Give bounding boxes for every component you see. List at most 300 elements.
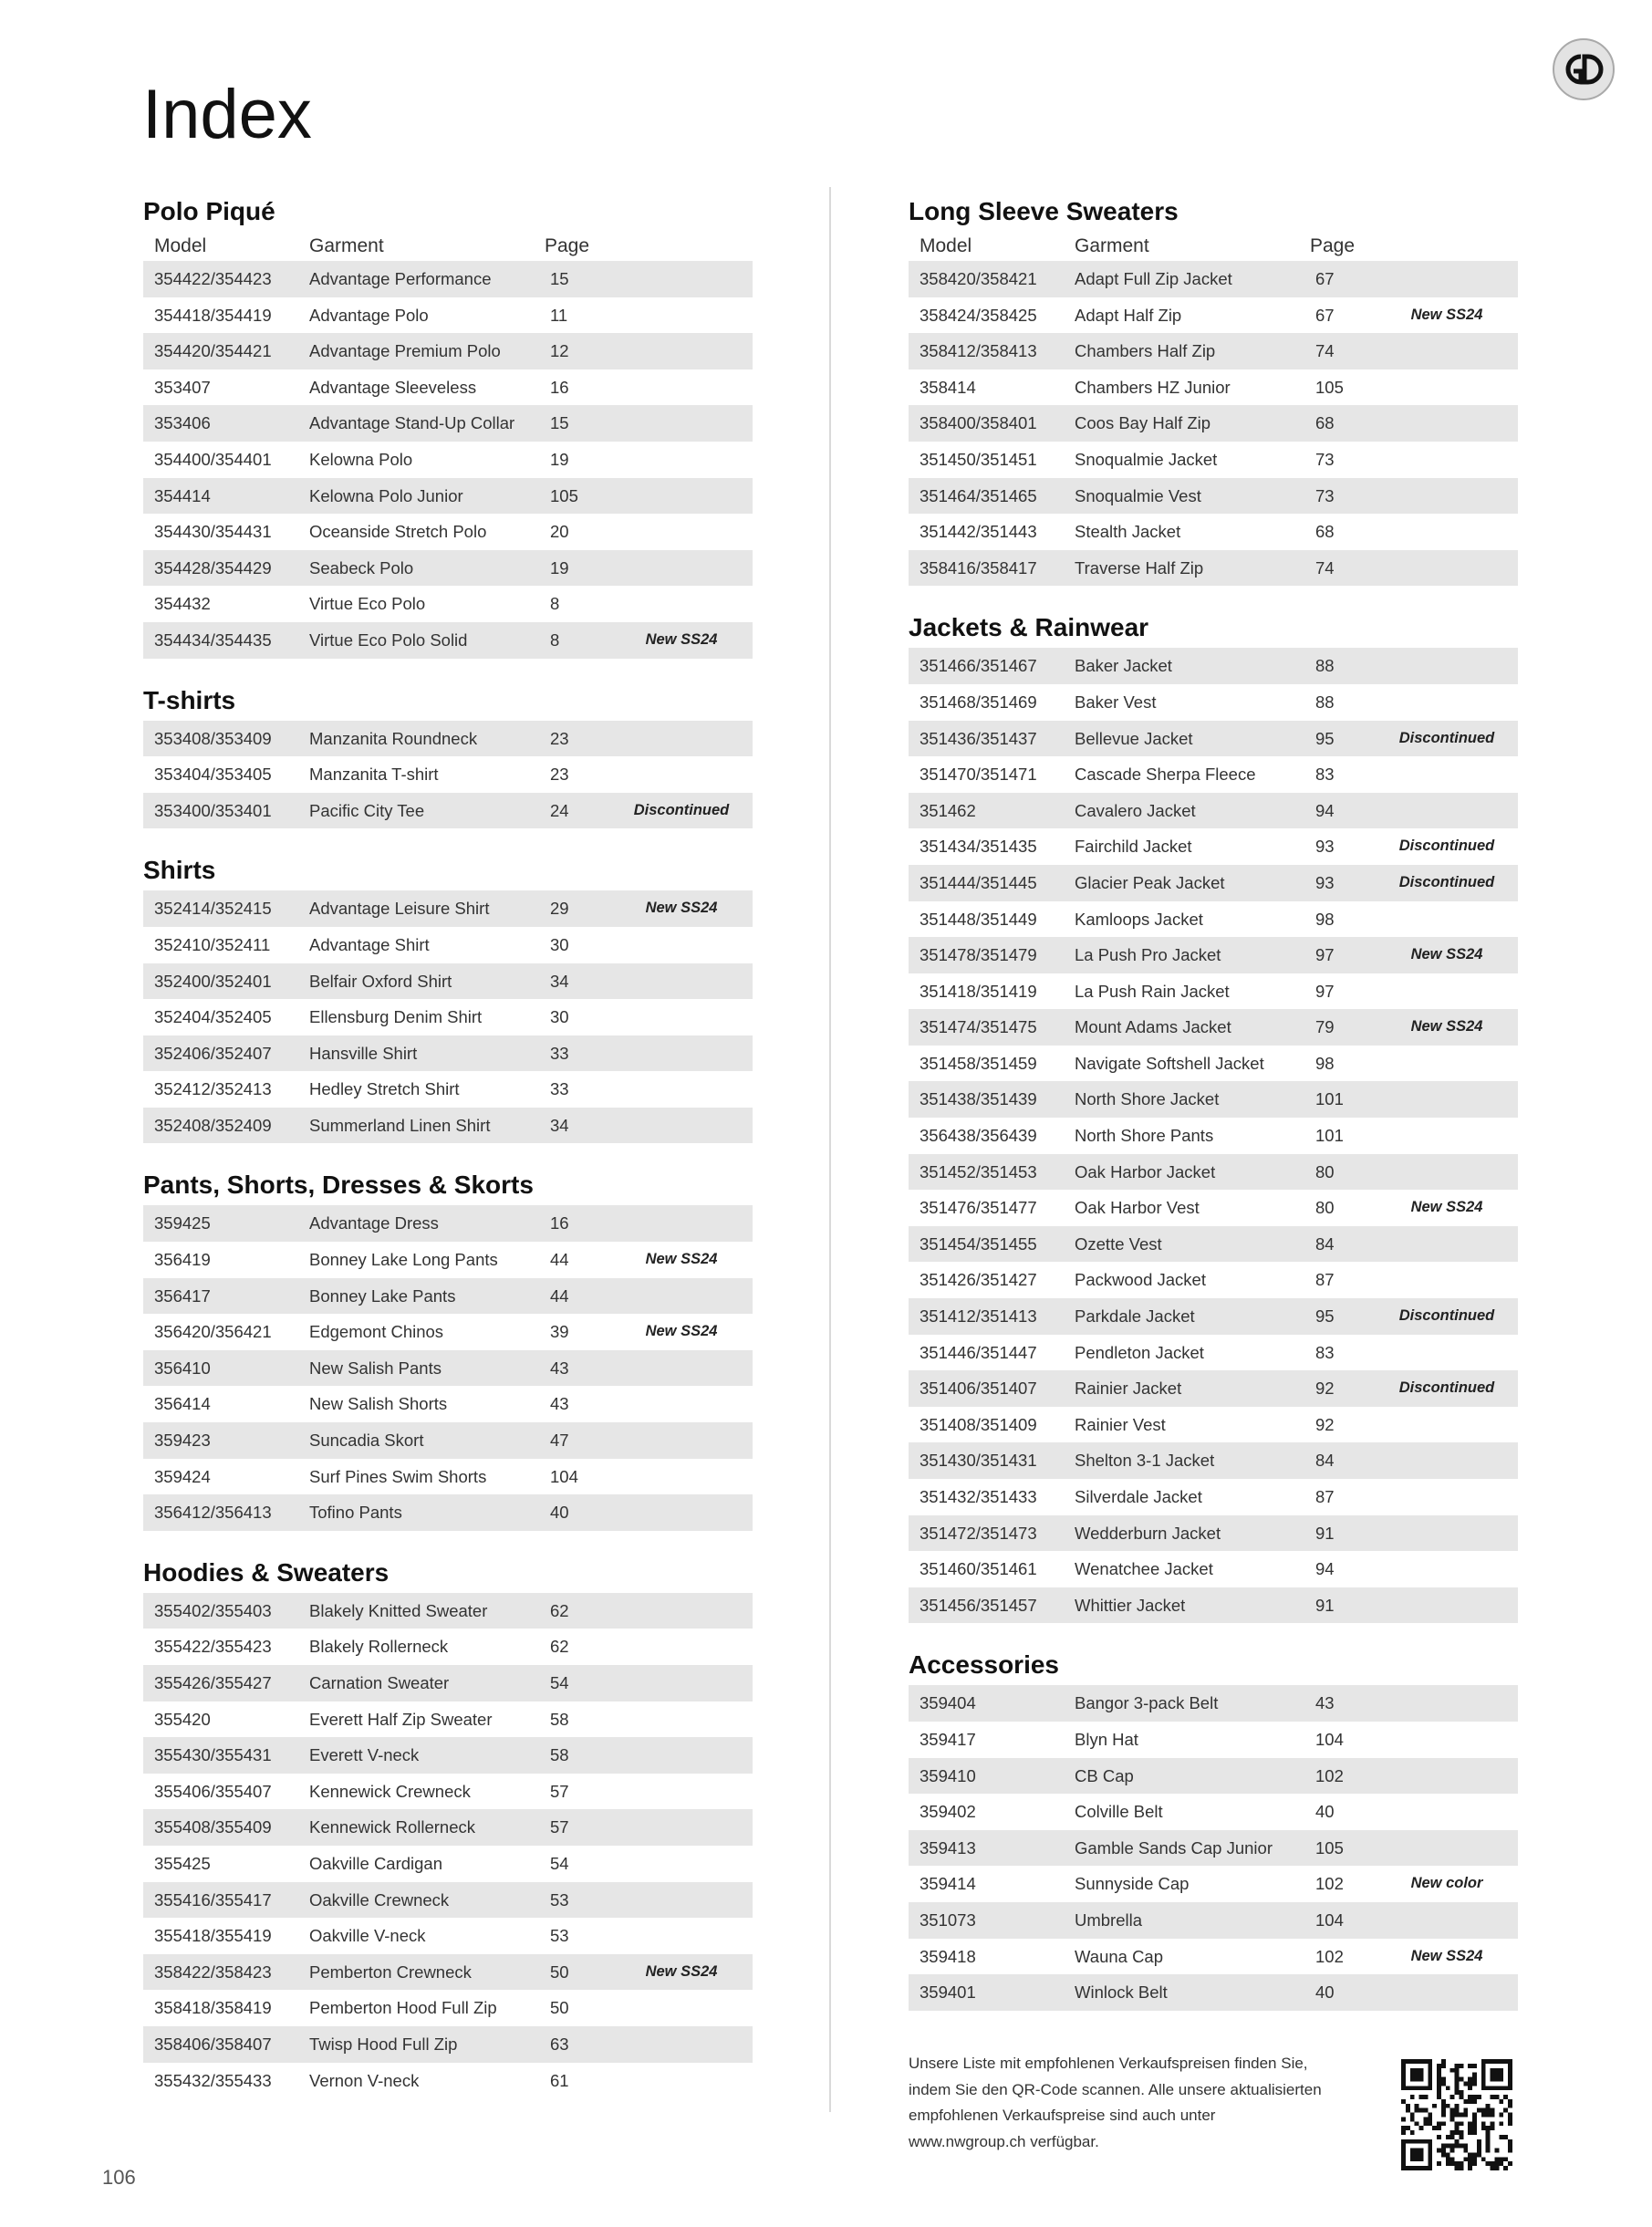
cell-garment: Advantage Performance [309, 269, 492, 288]
table-row [909, 1154, 1518, 1191]
cell-garment: Kennewick Crewneck [309, 1781, 471, 1801]
cell-garment: Kelowna Polo Junior [309, 485, 463, 505]
cell-model: 351472/351473 [920, 1523, 1037, 1543]
cell-model: 351446/351447 [920, 1342, 1037, 1362]
cell-model: 352400/352401 [154, 971, 272, 991]
cell-model: 354414 [154, 485, 211, 505]
cell-page: 40 [1315, 1802, 1335, 1822]
status-badge [610, 1205, 753, 1242]
cell-model: 354420/354421 [154, 341, 272, 361]
cell-garment: Wenatchee Jacket [1075, 1559, 1213, 1579]
cell-model: 359414 [920, 1874, 976, 1894]
cell-model: 351456/351457 [920, 1595, 1037, 1615]
cell-model: 353408/353409 [154, 728, 272, 748]
status-badge [1376, 793, 1518, 829]
section-polo [143, 195, 753, 659]
table-row [143, 1882, 753, 1919]
cell-garment: North Shore Pants [1075, 1126, 1214, 1146]
cell-model: 351460/351461 [920, 1559, 1037, 1579]
status-badge [610, 586, 753, 622]
status-badge [610, 550, 753, 587]
cell-garment: Baker Vest [1075, 692, 1157, 712]
cell-garment: Advantage Premium Polo [309, 341, 501, 361]
cell-page: 33 [550, 1043, 569, 1063]
cell-garment: Blakely Rollerneck [309, 1637, 449, 1657]
cell-garment: Seabeck Polo [309, 557, 414, 578]
status-badge [610, 963, 753, 1000]
cell-model: 356417 [154, 1285, 211, 1306]
status-badge [610, 1108, 753, 1144]
table-row [143, 586, 753, 622]
cell-model: 355408/355409 [154, 1817, 272, 1837]
status-badge [610, 442, 753, 478]
cell-model: 358422/358423 [154, 1962, 272, 1982]
status-badge [610, 1918, 753, 1954]
table-row [909, 901, 1518, 938]
status-badge [610, 1629, 753, 1665]
table-row [143, 2063, 753, 2099]
status-badge: New SS24 [1410, 1199, 1483, 1216]
cell-garment: Oak Harbor Jacket [1075, 1161, 1216, 1181]
cell-page: 104 [1315, 1910, 1344, 1930]
cell-garment: Fairchild Jacket [1075, 837, 1192, 857]
table-row [909, 937, 1518, 973]
cell-page: 92 [1315, 1414, 1335, 1434]
cell-page: 44 [550, 1285, 569, 1306]
table-row [909, 333, 1518, 369]
cell-model: 354430/354431 [154, 522, 272, 542]
cell-page: 97 [1315, 945, 1335, 965]
cell-garment: Advantage Leisure Shirt [309, 899, 490, 919]
section-accessories [909, 1649, 1518, 2010]
cell-page: 54 [550, 1853, 569, 1873]
cell-page: 61 [550, 2070, 569, 2090]
cell-model: 353407 [154, 377, 211, 397]
table-row [143, 793, 753, 829]
cell-garment: Oakville Cardigan [309, 1853, 443, 1873]
table-row [909, 828, 1518, 865]
footer-line: Unsere Liste mit empfohlenen Verkaufspreisen finden Sie, [909, 2055, 1308, 2072]
status-badge [610, 1278, 753, 1315]
cell-garment: Oceanside Stretch Polo [309, 522, 487, 542]
cell-garment: La Push Rain Jacket [1075, 981, 1230, 1001]
cell-page: 43 [550, 1358, 569, 1378]
table-row [143, 1954, 753, 1991]
cell-page: 93 [1315, 837, 1335, 857]
cell-model: 351462 [920, 800, 976, 820]
cell-page: 102 [1315, 1765, 1344, 1785]
cell-garment: Adapt Half Zip [1075, 305, 1182, 325]
status-badge [610, 1035, 753, 1072]
cell-model: 359410 [920, 1765, 976, 1785]
column-headers [143, 232, 753, 261]
cell-page: 16 [550, 377, 569, 397]
status-badge [1376, 1758, 1518, 1795]
table-row [909, 1722, 1518, 1758]
cell-page: 84 [1315, 1233, 1335, 1254]
cell-garment: Oakville V-neck [309, 1926, 426, 1946]
cell-garment: Pemberton Crewneck [309, 1962, 472, 1982]
status-badge [1376, 405, 1518, 442]
cell-garment: Manzanita Roundneck [309, 728, 478, 748]
cell-garment: Wedderburn Jacket [1075, 1523, 1221, 1543]
cell-model: 355402/355403 [154, 1600, 272, 1620]
table-row [909, 973, 1518, 1010]
cell-garment: Wauna Cap [1075, 1946, 1164, 1966]
status-badge [1376, 1830, 1518, 1867]
cell-page: 12 [550, 341, 569, 361]
cell-model: 351452/351453 [920, 1161, 1037, 1181]
table-row [909, 1551, 1518, 1587]
cell-model: 356412/356413 [154, 1503, 272, 1523]
table-row [909, 1442, 1518, 1479]
status-badge [610, 999, 753, 1035]
status-badge [610, 478, 753, 515]
cell-garment: New Salish Pants [309, 1358, 442, 1378]
table-row [909, 1190, 1518, 1226]
cell-model: 356438/356439 [920, 1126, 1037, 1146]
cell-garment: Bellevue Jacket [1075, 728, 1193, 748]
cell-garment: Stealth Jacket [1075, 522, 1181, 542]
table-row [143, 369, 753, 406]
header-garment: Garment [1075, 235, 1149, 256]
cell-garment: Gamble Sands Cap Junior [1075, 1837, 1273, 1858]
table-row [143, 2026, 753, 2063]
status-badge [1376, 261, 1518, 297]
cell-garment: Virtue Eco Polo [309, 594, 426, 614]
header-model: Model [154, 235, 207, 256]
cell-page: 34 [550, 971, 569, 991]
cell-page: 79 [1315, 1017, 1335, 1037]
table-row [143, 550, 753, 587]
table-row [143, 1701, 753, 1738]
cell-page: 67 [1315, 305, 1335, 325]
table-row [143, 1737, 753, 1774]
cell-garment: Kennewick Rollerneck [309, 1817, 476, 1837]
cell-garment: Advantage Sleeveless [309, 377, 477, 397]
table-row [143, 1422, 753, 1459]
cell-page: 73 [1315, 449, 1335, 469]
table-row [143, 1774, 753, 1810]
status-badge [610, 1990, 753, 2026]
cell-model: 355406/355407 [154, 1781, 272, 1801]
status-badge [610, 1774, 753, 1810]
cell-garment: Mount Adams Jacket [1075, 1017, 1231, 1037]
cell-page: 8 [550, 630, 560, 650]
cell-garment: Suncadia Skort [309, 1431, 424, 1451]
cell-model: 356410 [154, 1358, 211, 1378]
cell-page: 91 [1315, 1523, 1335, 1543]
status-badge: New SS24 [1410, 306, 1483, 323]
table-row [909, 1685, 1518, 1722]
cell-model: 351430/351431 [920, 1451, 1037, 1471]
status-badge [1376, 1722, 1518, 1758]
table-row [143, 1108, 753, 1144]
cell-page: 40 [1315, 1982, 1335, 2003]
cell-garment: Pendleton Jacket [1075, 1342, 1204, 1362]
cell-page: 87 [1315, 1270, 1335, 1290]
table-row [143, 1846, 753, 1882]
cell-page: 20 [550, 522, 569, 542]
cell-model: 358416/358417 [920, 557, 1037, 578]
cell-model: 354428/354429 [154, 557, 272, 578]
status-badge [1376, 550, 1518, 587]
cell-page: 50 [550, 1998, 569, 2018]
cell-page: 94 [1315, 800, 1335, 820]
status-badge [1376, 442, 1518, 478]
section-title: T-shirts [143, 685, 236, 714]
footer-line: empfohlenen Verkaufspreise sind auch unter [909, 2107, 1216, 2124]
cell-garment: Coos Bay Half Zip [1075, 413, 1211, 433]
cell-garment: Kelowna Polo [309, 449, 413, 469]
status-badge [1376, 1407, 1518, 1443]
table-row [143, 405, 753, 442]
section-hoodies [143, 1556, 753, 2098]
cell-garment: Colville Belt [1075, 1802, 1163, 1822]
table-row [909, 1830, 1518, 1867]
cell-page: 104 [550, 1466, 578, 1486]
status-badge [1376, 901, 1518, 938]
table-row [909, 261, 1518, 297]
cell-garment: Bonney Lake Long Pants [309, 1250, 498, 1270]
status-badge [610, 333, 753, 369]
cell-page: 105 [1315, 377, 1344, 397]
table-row [909, 648, 1518, 684]
cell-page: 58 [550, 1745, 569, 1765]
qr-code-icon[interactable] [1401, 2059, 1512, 2170]
cell-model: 359413 [920, 1837, 976, 1858]
status-badge [1376, 1902, 1518, 1939]
table-row [143, 1350, 753, 1387]
table-row [909, 550, 1518, 587]
left-column [143, 192, 753, 2124]
status-badge [1376, 514, 1518, 550]
cell-garment: Manzanita T-shirt [309, 765, 439, 785]
cell-garment: Kamloops Jacket [1075, 909, 1203, 929]
cell-model: 351436/351437 [920, 728, 1037, 748]
cell-garment: Vernon V-neck [309, 2070, 420, 2090]
cell-model: 353406 [154, 413, 211, 433]
cell-garment: Traverse Half Zip [1075, 557, 1204, 578]
cell-model: 353404/353405 [154, 765, 272, 785]
cell-page: 98 [1315, 1053, 1335, 1073]
cell-model: 358406/358407 [154, 2034, 272, 2054]
status-badge [1376, 1335, 1518, 1371]
cell-page: 11 [550, 305, 568, 325]
cell-model: 359401 [920, 1982, 976, 2003]
cell-garment: North Shore Jacket [1075, 1089, 1220, 1109]
status-badge: Discontinued [1398, 873, 1495, 890]
cell-garment: Oakville Crewneck [309, 1889, 450, 1910]
status-badge: Discontinued [1398, 1379, 1495, 1397]
cell-page: 57 [550, 1817, 569, 1837]
cell-garment: Chambers HZ Junior [1075, 377, 1231, 397]
cell-garment: Rainier Jacket [1075, 1379, 1182, 1399]
status-badge [610, 1350, 753, 1387]
table-row [909, 1262, 1518, 1298]
cell-model: 355430/355431 [154, 1745, 272, 1765]
cell-page: 95 [1315, 728, 1335, 748]
cell-page: 30 [550, 1007, 569, 1027]
table-row [143, 1278, 753, 1315]
cell-garment: Umbrella [1075, 1910, 1143, 1930]
footer-line: indem Sie den QR-Code scannen. Alle unsere aktualisierten [909, 2080, 1322, 2098]
header-garment: Garment [309, 235, 384, 256]
cell-page: 47 [550, 1431, 569, 1451]
cell-model: 351468/351469 [920, 692, 1037, 712]
cell-model: 351442/351443 [920, 522, 1037, 542]
cell-garment: Winlock Belt [1075, 1982, 1168, 2003]
status-badge [1376, 684, 1518, 721]
table-row [143, 261, 753, 297]
cell-garment: Adapt Full Zip Jacket [1075, 269, 1232, 288]
cell-model: 354422/354423 [154, 269, 272, 288]
table-row [143, 890, 753, 927]
cell-garment: Oak Harbor Vest [1075, 1198, 1200, 1218]
cell-garment: Whittier Jacket [1075, 1595, 1186, 1615]
table-row [143, 1629, 753, 1665]
cell-garment: Glacier Peak Jacket [1075, 872, 1225, 892]
status-badge [610, 1459, 753, 1495]
status-badge [610, 2063, 753, 2099]
section-title: Pants, Shorts, Dresses & Skorts [143, 1171, 534, 1200]
cell-model: 354400/354401 [154, 449, 272, 469]
cell-model: 359423 [154, 1431, 211, 1451]
status-badge [610, 1386, 753, 1422]
cell-model: 351464/351465 [920, 485, 1037, 505]
table-row [909, 1118, 1518, 1154]
cell-garment: CB Cap [1075, 1765, 1134, 1785]
cell-page: 40 [550, 1503, 569, 1523]
table-row [909, 684, 1518, 721]
table-row [909, 1794, 1518, 1830]
status-badge [610, 405, 753, 442]
cell-model: 355426/355427 [154, 1673, 272, 1692]
section-title: Long Sleeve Sweaters [909, 197, 1179, 225]
table-row [143, 297, 753, 334]
cell-garment: Everett Half Zip Sweater [309, 1709, 493, 1729]
cell-garment: Sunnyside Cap [1075, 1874, 1190, 1894]
status-badge: Discontinued [1398, 729, 1495, 746]
cell-model: 358418/358419 [154, 1998, 272, 2018]
cell-model: 352412/352413 [154, 1079, 272, 1099]
cell-garment: Advantage Dress [309, 1213, 439, 1233]
section-title: Polo Piqué [143, 197, 275, 225]
section-pants [143, 1169, 753, 1530]
cell-garment: Baker Jacket [1075, 656, 1172, 676]
footer-line: www.nwgroup.ch verfügbar. [909, 2132, 1099, 2150]
cell-model: 351438/351439 [920, 1089, 1037, 1109]
table-row [143, 1242, 753, 1278]
cell-garment: Blakely Knitted Sweater [309, 1600, 488, 1620]
cell-model: 358414 [920, 377, 976, 397]
cell-garment: Cascade Sherpa Fleece [1075, 765, 1256, 785]
cell-model: 351470/351471 [920, 765, 1037, 785]
table-row [909, 1407, 1518, 1443]
cell-model: 359418 [920, 1946, 976, 1966]
table-row [909, 1009, 1518, 1046]
section-jackets [909, 611, 1518, 1623]
status-badge [1376, 478, 1518, 515]
cell-model: 355425 [154, 1853, 211, 1873]
cell-page: 91 [1315, 1595, 1335, 1615]
status-badge [1376, 1515, 1518, 1552]
table-row [143, 478, 753, 515]
cell-page: 15 [550, 269, 569, 288]
table-row [909, 1866, 1518, 1902]
status-badge: New SS24 [1410, 1018, 1483, 1035]
table-row [143, 442, 753, 478]
table-row [909, 297, 1518, 334]
status-badge: Discontinued [1398, 1307, 1495, 1325]
table-row [143, 1071, 753, 1108]
status-badge [610, 261, 753, 297]
table-row [143, 927, 753, 963]
status-badge: New SS24 [1410, 1947, 1483, 1964]
cell-garment: Edgemont Chinos [309, 1322, 444, 1342]
status-badge [610, 721, 753, 757]
cell-page: 58 [550, 1709, 569, 1729]
cell-garment: Carnation Sweater [309, 1673, 450, 1692]
cell-page: 83 [1315, 765, 1335, 785]
status-badge: New SS24 [645, 1323, 718, 1340]
status-badge [610, 2026, 753, 2063]
status-badge [1376, 1479, 1518, 1515]
cell-page: 29 [550, 899, 569, 919]
status-badge: Discontinued [633, 801, 730, 818]
cell-page: 68 [1315, 413, 1335, 433]
page-number: 106 [102, 2166, 136, 2189]
status-badge [1376, 1118, 1518, 1154]
cell-garment: Hansville Shirt [309, 1043, 418, 1063]
status-badge [610, 514, 753, 550]
cell-garment: Advantage Shirt [309, 934, 430, 954]
status-badge [610, 1701, 753, 1738]
cell-garment: Advantage Stand-Up Collar [309, 413, 515, 433]
status-badge [610, 1846, 753, 1882]
cell-model: 353400/353401 [154, 800, 272, 820]
status-badge: New SS24 [645, 1962, 718, 1980]
cell-garment: Snoqualmie Jacket [1075, 449, 1218, 469]
table-row [909, 756, 1518, 793]
cell-model: 358424/358425 [920, 305, 1037, 325]
cell-page: 53 [550, 1926, 569, 1946]
cell-model: 359424 [154, 1466, 211, 1486]
cell-model: 351474/351475 [920, 1017, 1037, 1037]
cell-model: 355422/355423 [154, 1637, 272, 1657]
table-row [143, 1990, 753, 2026]
status-badge [610, 1882, 753, 1919]
cell-garment: Hedley Stretch Shirt [309, 1079, 460, 1099]
cell-model: 351458/351459 [920, 1053, 1037, 1073]
cell-garment: Belfair Oxford Shirt [309, 971, 452, 991]
cell-garment: Parkdale Jacket [1075, 1306, 1195, 1327]
table-row [143, 963, 753, 1000]
table-row [909, 514, 1518, 550]
status-badge [1376, 1154, 1518, 1191]
cell-page: 57 [550, 1781, 569, 1801]
cell-model: 359417 [920, 1729, 976, 1749]
table-row [143, 1918, 753, 1954]
table-row [909, 478, 1518, 515]
status-badge [1376, 369, 1518, 406]
cell-page: 43 [550, 1394, 569, 1414]
status-badge [610, 1593, 753, 1629]
table-row [143, 1035, 753, 1072]
cell-page: 102 [1315, 1874, 1344, 1894]
table-row [909, 1587, 1518, 1624]
status-badge [1376, 1974, 1518, 2011]
